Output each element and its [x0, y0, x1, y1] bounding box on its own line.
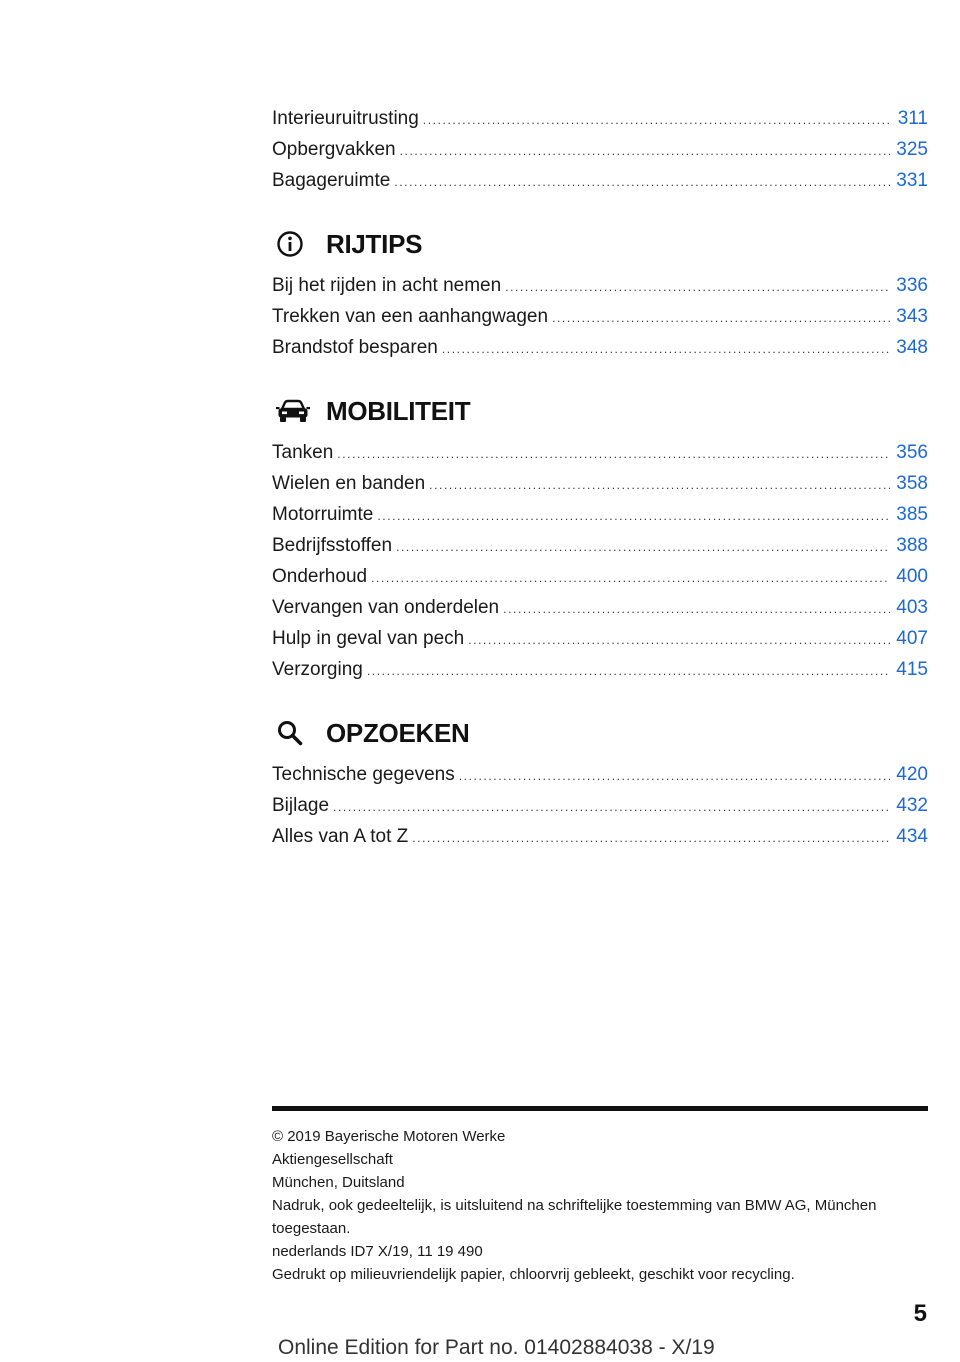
toc-entry[interactable]	[272, 270, 928, 301]
dot-leader	[400, 136, 891, 167]
toc-entry[interactable]	[272, 499, 928, 530]
dot-leader	[337, 439, 890, 470]
search-icon	[276, 716, 316, 750]
imprint-company: Aktiengesellschaft	[272, 1151, 393, 1168]
dot-leader	[503, 594, 890, 625]
section-heading-rijtips	[272, 222, 928, 266]
section-heading-opzoeken	[272, 711, 928, 755]
toc-entry[interactable]	[272, 437, 928, 468]
toc-entry-page[interactable]: 388	[896, 535, 928, 556]
car-icon	[276, 394, 316, 428]
toc-entry-label: Motorruimte	[272, 504, 374, 525]
dot-leader	[442, 334, 890, 365]
toc-entry-page[interactable]: 432	[896, 795, 928, 816]
toc-entry-label: Bijlage	[272, 795, 330, 816]
toc-entry-page[interactable]: 403	[896, 597, 928, 618]
footer-divider	[272, 1106, 928, 1111]
toc-entry-label: Interieuruitrusting	[272, 108, 419, 129]
toc-entry-label: Opbergvakken	[272, 139, 396, 160]
dot-leader	[552, 303, 890, 334]
online-edition-watermark: Online Edition for Part no. 01402884038 - X/19	[278, 1336, 715, 1359]
toc-entry-label: Tanken	[272, 442, 334, 463]
toc-entry[interactable]	[272, 623, 928, 654]
toc-entry-page[interactable]: 331	[896, 170, 928, 191]
toc-entry-page[interactable]: 420	[896, 764, 928, 785]
toc-entry-page[interactable]: 348	[896, 337, 928, 358]
dot-leader	[396, 532, 890, 563]
toc-entry-label: Hulp in geval van pech	[272, 628, 465, 649]
dot-leader	[459, 761, 891, 792]
toc-entry[interactable]	[272, 592, 928, 623]
imprint-block	[272, 1125, 928, 1286]
toc-entry[interactable]	[272, 530, 928, 561]
toc-entry-page[interactable]: 358	[896, 473, 928, 494]
table-of-contents	[272, 103, 928, 852]
dot-leader	[367, 656, 890, 687]
toc-entry-label: Verzorging	[272, 659, 363, 680]
toc-entry[interactable]	[272, 654, 928, 685]
toc-entry-page[interactable]: 343	[896, 306, 928, 327]
toc-entry-page[interactable]: 336	[896, 275, 928, 296]
toc-entry-page[interactable]: 325	[896, 139, 928, 160]
toc-entry-label: Brandstof besparen	[272, 337, 438, 358]
dot-leader	[377, 501, 890, 532]
imprint-location: München, Duitsland	[272, 1174, 405, 1191]
toc-entry[interactable]	[272, 165, 928, 196]
toc-entry-page[interactable]: 434	[896, 826, 928, 847]
imprint-copyright: © 2019 Bayerische Motoren Werke	[272, 1128, 506, 1145]
section-title: MOBILITEIT	[326, 395, 471, 426]
dot-leader	[423, 105, 892, 136]
toc-entry[interactable]	[272, 821, 928, 852]
dot-leader	[371, 563, 890, 594]
imprint-reprint-notice: Nadruk, ook gedeeltelijk, is uitsluitend na schriftelijke toestemming van BMW AG, München toegestaan.	[272, 1197, 877, 1237]
section-title: OPZOEKEN	[326, 717, 470, 748]
dot-leader	[394, 167, 890, 198]
section-spacer	[272, 196, 928, 222]
imprint-paper-notice: Gedrukt op milieuvriendelijk papier, chloorvrij gebleekt, geschikt voor recycling.	[272, 1266, 795, 1283]
toc-entry-page[interactable]: 415	[896, 659, 928, 680]
toc-entry[interactable]	[272, 561, 928, 592]
toc-entry[interactable]	[272, 790, 928, 821]
toc-entry-label: Bij het rijden in acht nemen	[272, 275, 502, 296]
toc-entry-page[interactable]: 400	[896, 566, 928, 587]
toc-entry-page[interactable]: 356	[896, 442, 928, 463]
section-title: RIJTIPS	[326, 228, 423, 259]
toc-entry-page[interactable]: 311	[897, 108, 928, 129]
toc-entry-label: Onderhoud	[272, 566, 368, 587]
toc-entry-page[interactable]: 385	[896, 504, 928, 525]
imprint-edition: nederlands ID7 X/19, 11 19 490	[272, 1243, 483, 1260]
dot-leader	[505, 272, 890, 303]
toc-entry[interactable]	[272, 759, 928, 790]
info-icon	[276, 227, 316, 261]
toc-entry-label: Technische gegevens	[272, 764, 455, 785]
toc-entry[interactable]	[272, 468, 928, 499]
toc-entry[interactable]	[272, 301, 928, 332]
toc-entry-label: Alles van A tot Z	[272, 826, 409, 847]
section-heading-mobiliteit	[272, 389, 928, 433]
dot-leader	[429, 470, 890, 501]
toc-entry[interactable]	[272, 332, 928, 363]
toc-entry-label: Wielen en banden	[272, 473, 426, 494]
section-spacer	[272, 685, 928, 711]
toc-entry-label: Trekken van een aanhangwagen	[272, 306, 549, 327]
dot-leader	[468, 625, 890, 656]
page-number: 5	[913, 1300, 927, 1327]
toc-entry[interactable]	[272, 103, 928, 134]
dot-leader	[412, 823, 890, 854]
toc-entry-label: Bedrijfsstoffen	[272, 535, 393, 556]
toc-entry-label: Bagageruimte	[272, 170, 391, 191]
section-spacer	[272, 363, 928, 389]
toc-entry-page[interactable]: 407	[896, 628, 928, 649]
toc-entry[interactable]	[272, 134, 928, 165]
dot-leader	[333, 792, 890, 823]
toc-entry-label: Vervangen van onderdelen	[272, 597, 500, 618]
